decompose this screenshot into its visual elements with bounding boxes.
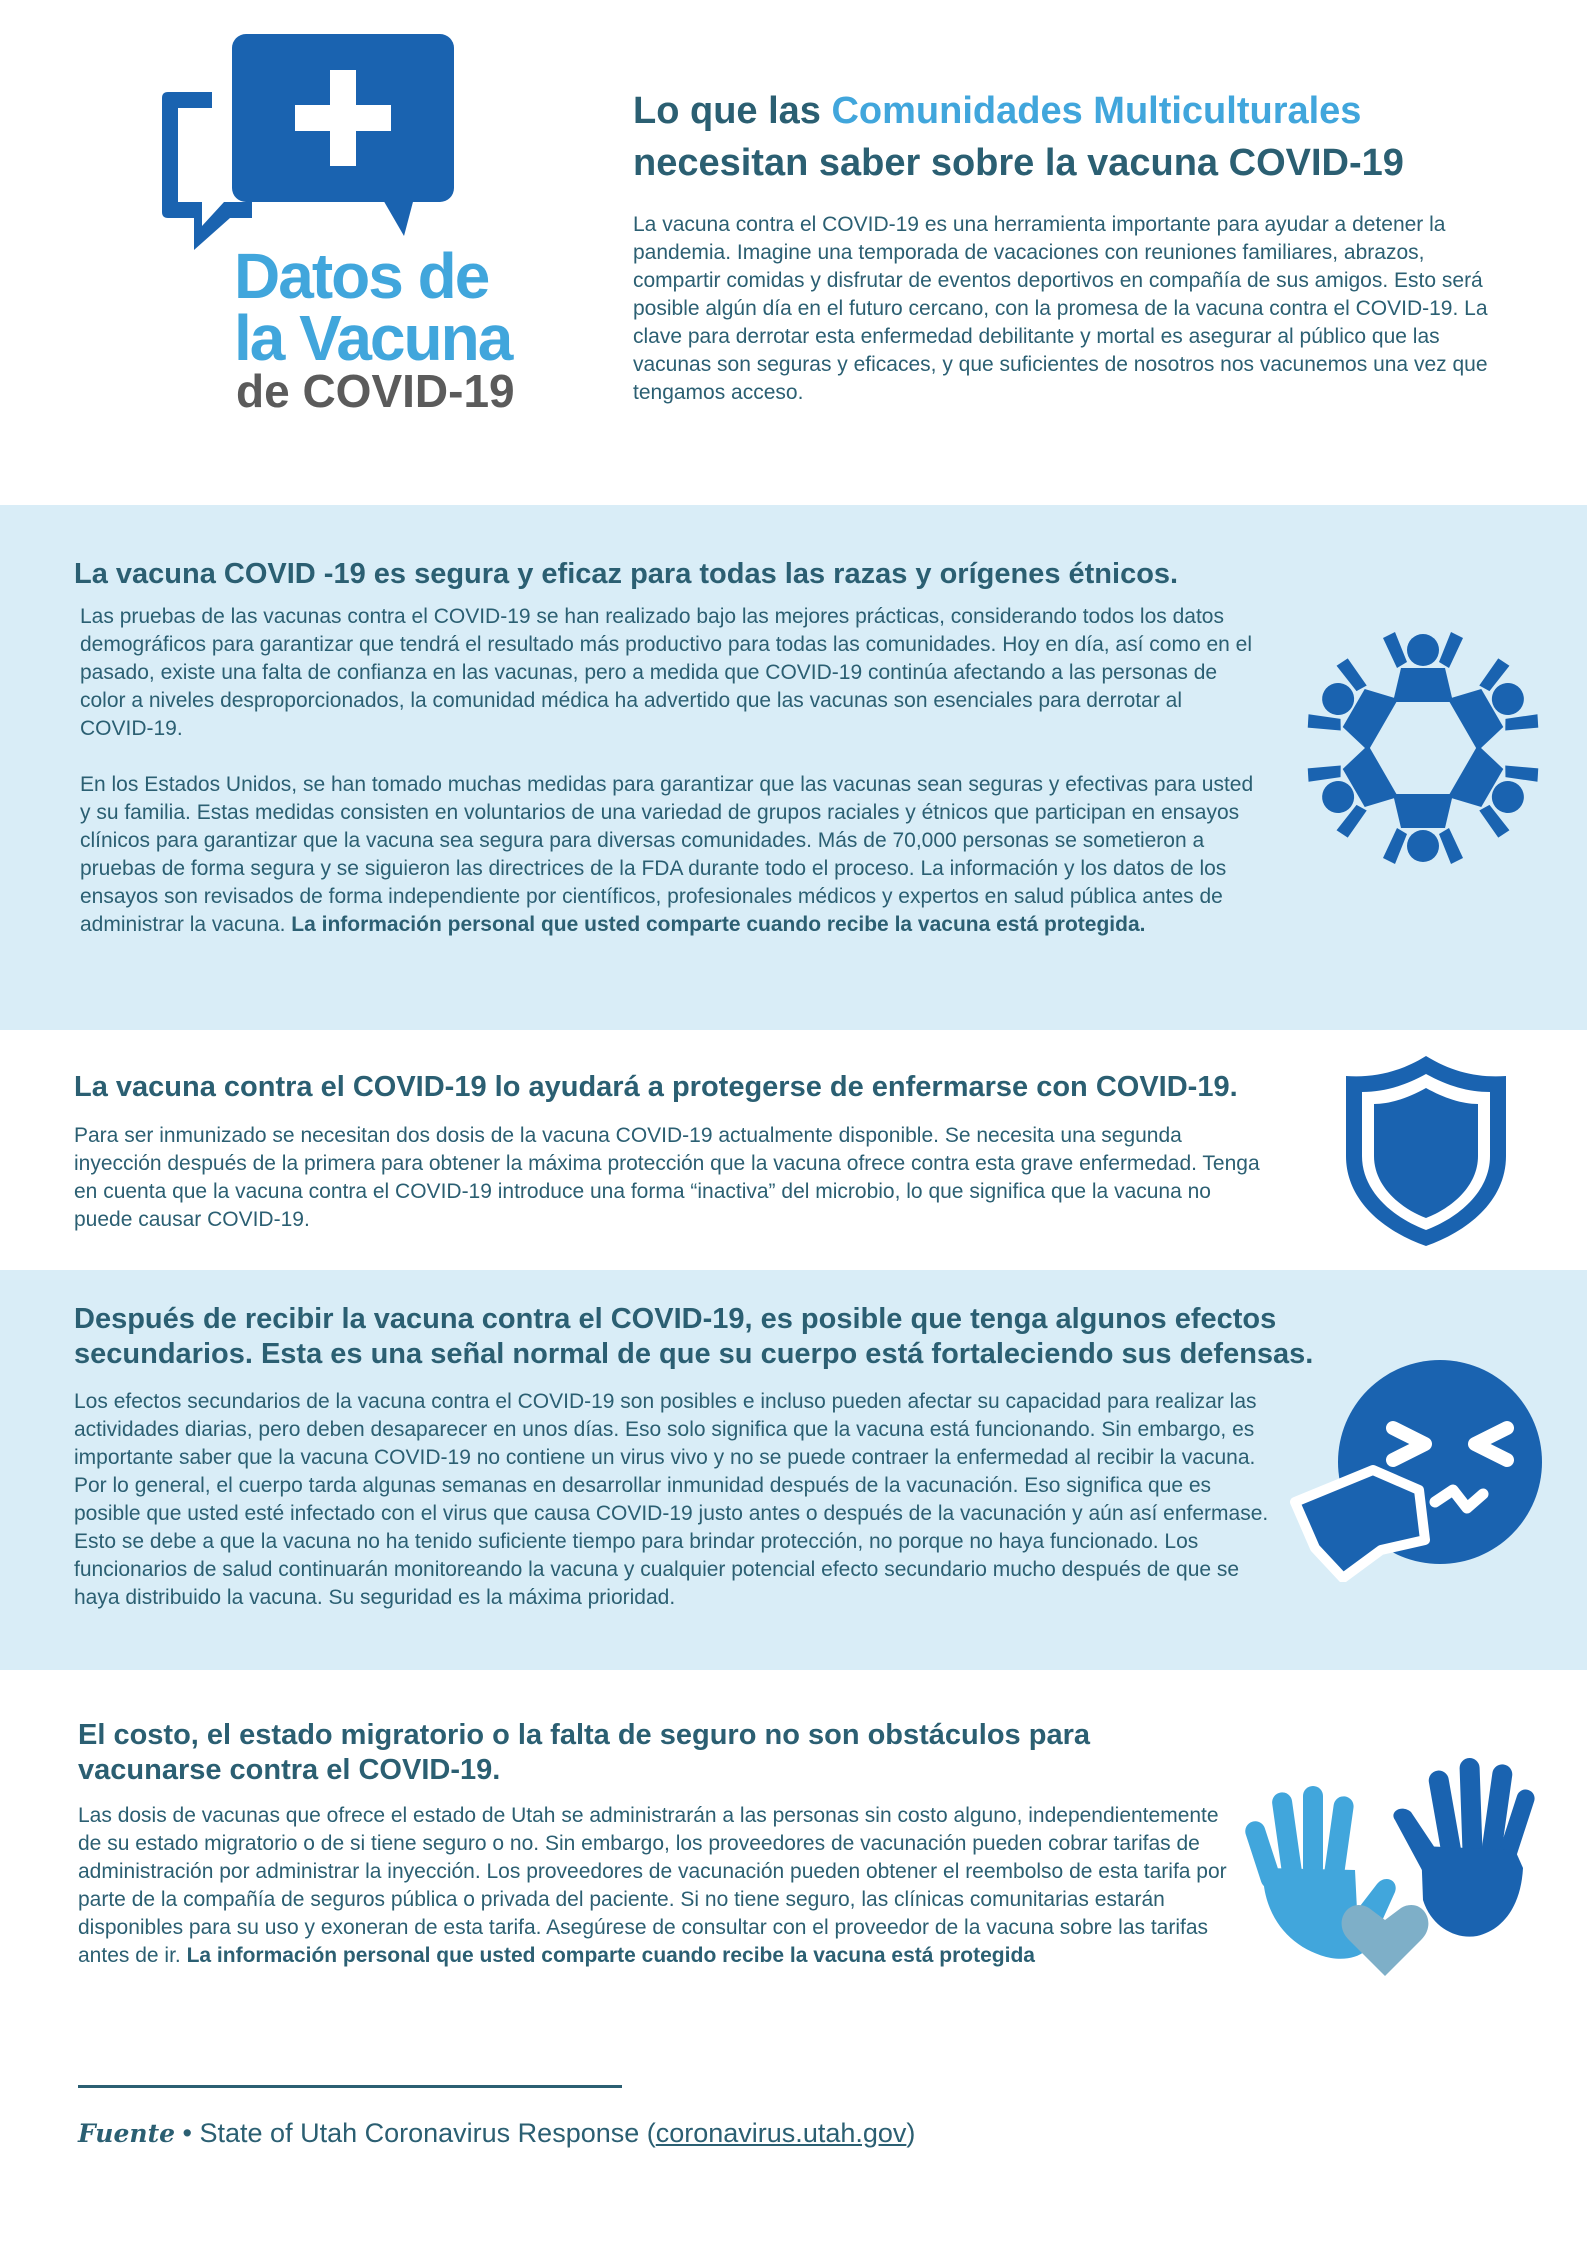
- title-part1: Lo que las: [633, 90, 832, 132]
- shield-icon: [1338, 1052, 1514, 1248]
- logo-title-line3: de COVID-19: [236, 365, 515, 417]
- section-title: El costo, el estado migratorio o la falta de seguro no son obstáculos para vacunarse contra el COVID-19.: [78, 1719, 1090, 1786]
- section-paragraph-2: [80, 771, 1260, 939]
- section-cost: [0, 1670, 1587, 2050]
- footer-divider: [78, 2085, 622, 2088]
- title-part2: necesitan saber sobre la vacuna COVID-19: [633, 142, 1404, 184]
- logo-title-line2: la Vacuna: [234, 302, 512, 374]
- section-paragraph-1: [78, 1802, 1238, 1970]
- section-title: Después de recibir la vacuna contra el COVID-19, es posible que tenga algunos efectos secundarios. Esta es una señal normal de que su cuerpo está fortaleciendo sus defensas.: [74, 1303, 1314, 1370]
- bullet: •: [182, 2118, 192, 2148]
- section-title: La vacuna contra el COVID-19 lo ayudará a protegerse de enfermarse con COVID-19.: [74, 1071, 1238, 1103]
- section-side-effects: [0, 1270, 1587, 1670]
- section-paragraph-1: Las pruebas de las vacunas contra el COVID-19 se han realizado bajo las mejores prácticas, considerando todos los datos demográficos para garantizar que tendrá el resultado más productivo para todas las comunidades. Hoy en día, así como en el pasado, existe una falta de confianza en las vacunas, pero a medida que COVID-19 continúa afectando a las personas de color a niveles desproporcionados, la comunidad médica ha advertido que las vacunas son esenciales para derrotar al COVID-19.: [80, 605, 1253, 740]
- source-label: Fuente: [78, 2119, 176, 2148]
- paragraph-text: En los Estados Unidos, se han tomado muchas medidas para garantizar que las vacunas sean seguras y efectivas para usted y su familia. Estas medidas consisten en voluntarios de una variedad de grupos raciales y étnicos que participan en ensayos clínicos para garantizar que la vacuna sea segura para diversas comunidades. Más de 70,000 personas se sometieron a pruebas de forma segura y se siguieron las directrices de la FDA durante todo el proceso. La información y los datos de los ensayos son revisados de forma independiente por científicos, profesionales médicos y expertos en salud pública antes de administrar la vacuna.: [80, 773, 1254, 936]
- intro-paragraph: La vacuna contra el COVID-19 es una herramienta importante para ayudar a detener la pandemia. Imagine una temporada de vacaciones con reuniones familiares, abrazos, compartir comidas y disfrutar de eventos deportivos en compañía de sus amigos. Esto será posible algún día en el futuro cercano, con la promesa de la vacuna contra el COVID-19. La clave para derrotar esta enfermedad debilitante y mortal es asegurar al público que las vacunas son seguras y eficaces, y que suficientes de nosotros nos vacunemos una vez que tengamos acceso.: [633, 213, 1488, 404]
- paragraph-bold: La información personal que usted comparte cuando recibe la vacuna está protegida: [186, 1944, 1035, 1967]
- source-text: State of Utah Coronavirus Response (: [199, 2118, 656, 2148]
- source-close: ): [906, 2118, 916, 2148]
- hands-heart-icon: [1245, 1750, 1535, 1980]
- section-title: La vacuna COVID -19 es segura y eficaz para todas las razas y orígenes étnicos.: [74, 558, 1179, 590]
- logo-title-line1: Datos de: [234, 240, 489, 312]
- community-circle-icon: [1300, 625, 1546, 871]
- title-accent: Comunidades Multiculturales: [831, 90, 1362, 132]
- footer-source: [78, 2118, 915, 2149]
- paragraph-text: Las dosis de vacunas que ofrece el estado de Utah se administrarán a las personas sin costo alguno, independientemente de su estado migratorio o de si tiene seguro o no. Sin embargo, los proveedores de vacunación pueden cobrar tarifas de administración por administrar la inyección. Los proveedores de vacunación pueden obtener el reembolso de esta tarifa por parte de la compañía de seguros pública o privada del paciente. Si no tiene seguro, las clínicas comunitarias estarán disponibles para su uso y exoneran de esta tarifa. Asegúrese de consultar con el proveedor de la vacuna sobre las tarifas antes de ir.: [78, 1804, 1227, 1967]
- sneeze-face-icon: [1285, 1352, 1550, 1582]
- medical-chat-icon: [152, 30, 482, 250]
- section-safety: [0, 505, 1587, 1030]
- source-link[interactable]: coronavirus.utah.gov: [655, 2118, 907, 2148]
- paragraph-bold: La información personal que usted comparte cuando recibe la vacuna está protegida.: [291, 913, 1146, 936]
- section-paragraph-1: Los efectos secundarios de la vacuna contra el COVID-19 son posibles e incluso pueden afectar su capacidad para realizar las actividades diarias, pero deben desaparecer en unos días. Eso solo significa que la vacuna está funcionando. Sin embargo, es importante saber que la vacuna COVID-19 no contiene un virus vivo y no se puede contraer la enfermedad al recibir la vacuna. Por lo general, el cuerpo tarda algunas semanas en desarrollar inmunidad después de la vacunación. Eso significa que es posible que usted esté infectado con el virus que causa COVID-19 justo antes o después de la vacunación y aún así enfermase. Esto se debe a que la vacuna no ha tenido suficiente tiempo para brindar protección, no porque no haya funcionado. Los funcionarios de salud continuarán monitoreando la vacuna y cualquier potencial efecto secundario mucho después de que se haya distribuido la vacuna. Su seguridad es la máxima prioridad.: [74, 1390, 1269, 1609]
- hero: [633, 85, 1513, 407]
- section-protection: [0, 1030, 1587, 1270]
- logo: [152, 30, 572, 420]
- section-paragraph-1: Para ser inmunizado se necesitan dos dosis de la vacuna COVID-19 actualmente disponible. Se necesita una segunda inyección después de la primera para obtener la máxima protección que la vacuna ofrece contra esta grave enfermedad. Tenga en cuenta que la vacuna contra el COVID-19 introduce una forma “inactiva” del microbio, lo que significa que la vacuna no puede causar COVID-19.: [74, 1124, 1260, 1231]
- page-title: [633, 85, 1513, 189]
